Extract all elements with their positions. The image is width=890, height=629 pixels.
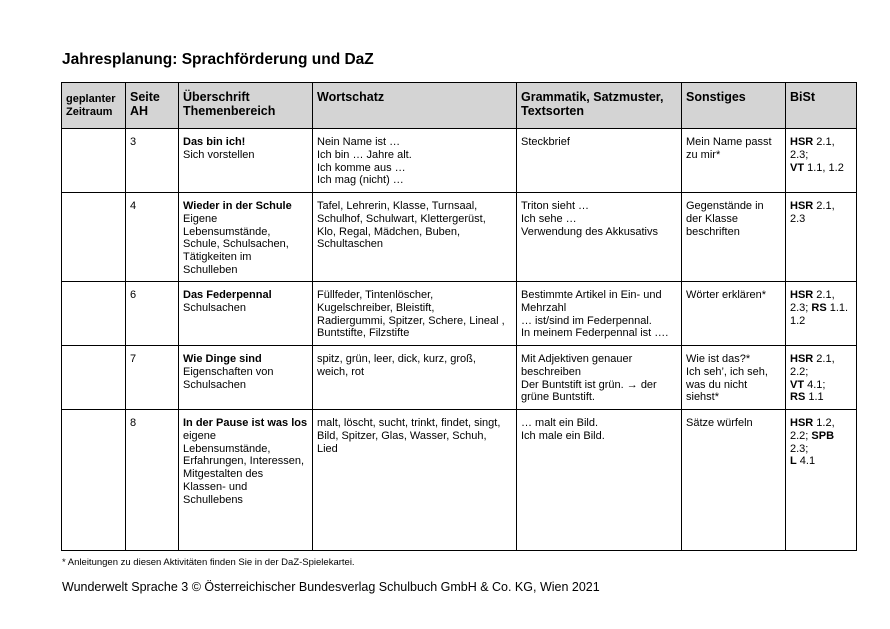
cell-line: was du nicht — [686, 378, 748, 391]
cell-wortschatz — [313, 129, 517, 193]
cell-grammatik — [517, 129, 682, 193]
bist-line — [790, 315, 852, 328]
cell-line: Wieder in der Schule — [183, 200, 292, 212]
cell-line: Steckbrief — [521, 136, 570, 148]
bist-value: 2.3; — [790, 442, 809, 455]
bist-code: SPB — [811, 429, 835, 442]
cell-line: Verwendung des Akkusativs — [521, 225, 658, 238]
bist-value: 2.3; — [790, 301, 812, 314]
bist-code: HSR — [790, 353, 814, 365]
cell-line: Erfahrungen, Interessen, — [183, 455, 305, 468]
cell-wortschatz — [313, 282, 517, 346]
cell-line: Das bin ich! — [183, 136, 246, 148]
cell-bist — [786, 193, 857, 282]
bist-line — [790, 353, 852, 366]
cell-zeitraum — [62, 346, 126, 410]
bist-line — [790, 200, 852, 226]
cell-topic — [179, 129, 313, 193]
bist-code: VT — [790, 161, 805, 174]
cell-line: In meinem Federpennal ist …. — [521, 327, 669, 340]
header-grammatik: Grammatik, Satzmuster, Textsorten — [517, 83, 682, 129]
cell-line: Triton sieht … — [521, 200, 590, 212]
header-seite: Seite AH — [126, 83, 179, 129]
cell-grammatik — [517, 193, 682, 282]
bist-line — [790, 417, 852, 430]
bist-value: 2.1, — [813, 353, 835, 365]
bist-value: 2.3; — [790, 148, 809, 161]
cell-line: Mehrzahl — [521, 301, 567, 314]
cell-line: Wie Dinge sind — [183, 353, 262, 365]
cell-line: Schulsachen — [183, 301, 246, 314]
cell-zeitraum — [62, 410, 126, 551]
bist-value: 1.1 — [805, 391, 824, 404]
cell-line: … malt ein Bild. — [521, 417, 599, 429]
cell-line: beschriften — [686, 225, 740, 238]
bist-line — [790, 455, 852, 468]
cell-line: Schulleben — [183, 263, 238, 276]
bist-value: 2.2; — [790, 365, 809, 378]
bist-line — [790, 379, 852, 392]
bist-value: 1.1. — [826, 301, 849, 314]
cell-line: Ich seh’, ich seh, — [686, 365, 768, 378]
cell-line: Sätze würfeln — [686, 417, 753, 429]
cell-line: Füllfeder, Tintenlöscher, — [317, 289, 434, 301]
cell-line: Schulsachen — [183, 378, 246, 391]
page-title: Jahresplanung: Sprachförderung und DaZ — [62, 51, 374, 68]
bist-code: RS — [811, 301, 827, 314]
cell-zeitraum — [62, 129, 126, 193]
cell-line: Schule, Schulsachen, — [183, 238, 289, 251]
cell-line: der Klasse — [686, 212, 738, 225]
cell-line: Klassen- und — [183, 480, 248, 493]
cell-bist — [786, 282, 857, 346]
cell-topic — [179, 282, 313, 346]
cell-line: 6 — [130, 289, 137, 301]
cell-line: Sich vorstellen — [183, 148, 255, 161]
cell-grammatik — [517, 346, 682, 410]
header-zeitraum: geplanter Zeitraum — [62, 83, 126, 129]
bist-code: HSR — [790, 200, 814, 212]
bist-value: 2.1, 2.3 — [790, 200, 835, 225]
cell-line: Radiergummi, Spitzer, Schere, Lineal , — [317, 314, 505, 327]
cell-line: Schultaschen — [317, 238, 384, 251]
cell-line: Ich mag (nicht) … — [317, 174, 404, 187]
cell-line: 8 — [130, 417, 137, 429]
cell-line: Bild, Spitzer, Glas, Wasser, Schuh, — [317, 429, 487, 442]
header-sonstiges: Sonstiges — [682, 83, 786, 129]
bist-code: VT — [790, 378, 805, 391]
table-row — [62, 346, 857, 410]
bist-value: 2.1, — [813, 289, 835, 301]
cell-line: Das Federpennal — [183, 289, 272, 301]
bist-value: 4.1; — [804, 378, 826, 391]
cell-line: Wörter erklären* — [686, 289, 767, 301]
cell-sonstiges — [682, 129, 786, 193]
header-wortschatz: Wortschatz — [313, 83, 517, 129]
header-ueberschrift: Überschrift Themenbereich — [179, 83, 313, 129]
cell-topic — [179, 346, 313, 410]
cell-line: 3 — [130, 136, 137, 148]
cell-line: Ich komme aus … — [317, 161, 406, 174]
table-row — [62, 129, 857, 193]
cell-line: siehst* — [686, 391, 720, 404]
cell-grammatik — [517, 410, 682, 551]
cell-sonstiges — [682, 410, 786, 551]
bist-line — [790, 366, 852, 379]
cell-line: Wie ist das?* — [686, 353, 751, 365]
footnote: * Anleitungen zu diesen Aktivitäten finden Sie in der DaZ-Spielekartei. — [62, 557, 355, 568]
bist-code: L — [790, 455, 797, 468]
cell-wortschatz — [313, 193, 517, 282]
bist-value: 1.2 — [790, 314, 806, 327]
bist-code: RS — [790, 391, 806, 404]
cell-line: beschreiben — [521, 365, 581, 378]
cell-line: Lebensumstände, — [183, 442, 271, 455]
cell-line: Mein Name passt — [686, 136, 772, 148]
cell-bist — [786, 410, 857, 551]
cell-seite — [126, 282, 179, 346]
bist-line — [790, 443, 852, 456]
bist-value: 2.2; — [790, 429, 812, 442]
bist-code: HSR — [790, 289, 814, 301]
cell-grammatik — [517, 282, 682, 346]
cell-line: 7 — [130, 353, 137, 365]
planning-table — [61, 82, 857, 551]
bist-code: HSR — [790, 136, 814, 148]
cell-seite — [126, 193, 179, 282]
cell-line: Kugelschreiber, Bleistift, — [317, 301, 435, 314]
cell-topic — [179, 193, 313, 282]
cell-line: zu mir* — [686, 148, 721, 161]
cell-line: malt, löscht, sucht, trinkt, findet, singt, — [317, 417, 501, 429]
cell-line: Klo, Regal, Mädchen, Buben, — [317, 225, 461, 238]
bist-value: 1.2, — [813, 417, 835, 429]
cell-seite — [126, 346, 179, 410]
table-header-row — [62, 83, 857, 129]
header-bist: BiSt — [786, 83, 857, 129]
cell-bist — [786, 346, 857, 410]
cell-bist — [786, 129, 857, 193]
cell-sonstiges — [682, 346, 786, 410]
bist-line — [790, 302, 852, 315]
cell-line: Lied — [317, 442, 338, 455]
cell-wortschatz — [313, 346, 517, 410]
cell-wortschatz — [313, 410, 517, 551]
bist-code: HSR — [790, 417, 814, 429]
cell-line: Ich male ein Bild. — [521, 429, 605, 442]
cell-line: Der Buntstift ist grün. → der — [521, 378, 657, 391]
cell-line: Buntstifte, Filzstifte — [317, 327, 410, 340]
cell-line: 4 — [130, 200, 137, 212]
bist-value: 2.1, — [813, 136, 835, 148]
bist-line — [790, 289, 852, 302]
bist-value: 4.1 — [796, 455, 816, 468]
footer-copyright: Wunderwelt Sprache 3 © Österreichischer Bundesverlag Schulbuch GmbH & Co. KG, Wien 2021 — [62, 580, 600, 594]
cell-sonstiges — [682, 282, 786, 346]
cell-line: Eigenschaften von — [183, 365, 274, 378]
cell-line: Schulhof, Schulwart, Klettergerüst, — [317, 212, 486, 225]
cell-line: eigene — [183, 429, 217, 442]
cell-line: Nein Name ist … — [317, 136, 401, 148]
cell-line: weich, rot — [317, 365, 365, 378]
cell-line: … ist/sind im Federpennal. — [521, 314, 652, 327]
cell-line: Mitgestalten des — [183, 468, 264, 481]
bist-line — [790, 430, 852, 443]
cell-zeitraum — [62, 282, 126, 346]
cell-topic — [179, 410, 313, 551]
table-row — [62, 193, 857, 282]
cell-line: Tätigkeiten im — [183, 251, 252, 264]
bist-line — [790, 391, 852, 404]
cell-line: spitz, grün, leer, dick, kurz, groß, — [317, 353, 476, 365]
cell-line: Ich sehe … — [521, 212, 577, 225]
cell-line: In der Pause ist was los — [183, 417, 308, 429]
cell-line: Schullebens — [183, 493, 243, 506]
cell-line: Tafel, Lehrerin, Klasse, Turnsaal, — [317, 200, 478, 212]
cell-line: Mit Adjektiven genauer — [521, 353, 633, 365]
bist-line — [790, 136, 852, 149]
cell-seite — [126, 410, 179, 551]
cell-line: Ich bin … Jahre alt. — [317, 148, 412, 161]
bist-line — [790, 162, 852, 175]
cell-line: Bestimmte Artikel in Ein- und — [521, 289, 662, 301]
cell-zeitraum — [62, 193, 126, 282]
cell-sonstiges — [682, 193, 786, 282]
bist-value: 1.1, 1.2 — [804, 161, 844, 174]
table-row — [62, 410, 857, 551]
cell-line: Gegenstände in — [686, 200, 764, 212]
cell-line: grüne Buntstift. — [521, 391, 595, 404]
cell-line: Eigene — [183, 212, 218, 225]
cell-seite — [126, 129, 179, 193]
cell-line: Lebensumstände, — [183, 225, 271, 238]
table-row — [62, 282, 857, 346]
bist-line — [790, 149, 852, 162]
